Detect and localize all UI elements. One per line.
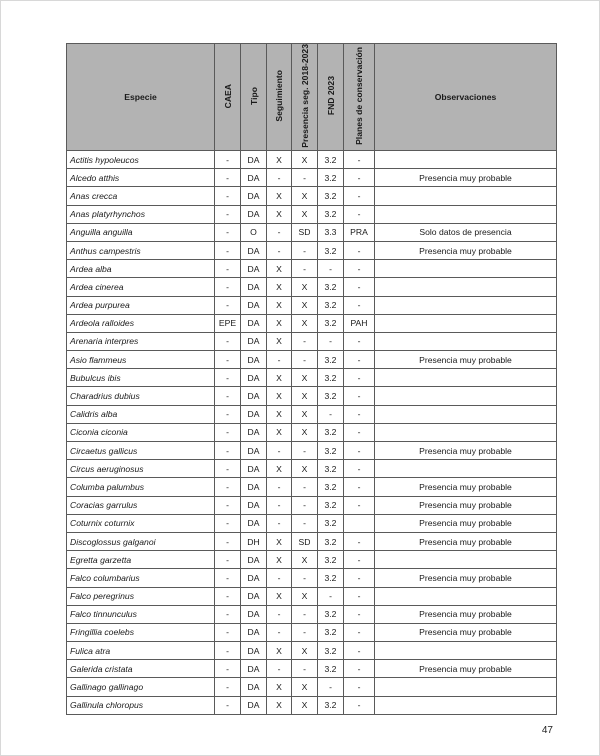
cell-observaciones: Presencia muy probable — [375, 478, 557, 496]
header-planes — [344, 44, 375, 151]
table-row — [67, 369, 557, 387]
cell-tipo: DA — [241, 496, 267, 514]
cell-observaciones — [375, 405, 557, 423]
cell-planes: - — [344, 296, 375, 314]
cell-tipo: DA — [241, 696, 267, 714]
cell-planes: - — [344, 260, 375, 278]
cell-fnd: 3.2 — [318, 423, 344, 441]
cell-caea: - — [215, 696, 241, 714]
cell-fnd: 3.2 — [318, 169, 344, 187]
table-row — [67, 405, 557, 423]
cell-presencia: - — [292, 351, 318, 369]
cell-fnd: 3.2 — [318, 551, 344, 569]
header-caea-label: CAEA — [222, 83, 233, 109]
table-row — [67, 678, 557, 696]
cell-seguimiento: X — [267, 332, 292, 350]
cell-fnd: 3.2 — [318, 314, 344, 332]
cell-seguimiento: X — [267, 296, 292, 314]
cell-especie: Circaetus gallicus — [67, 442, 215, 460]
cell-caea: - — [215, 332, 241, 350]
cell-tipo: DA — [241, 478, 267, 496]
table-row — [67, 387, 557, 405]
cell-caea: - — [215, 623, 241, 641]
cell-caea: - — [215, 241, 241, 259]
cell-seguimiento: X — [267, 205, 292, 223]
cell-especie: Falco peregrinus — [67, 587, 215, 605]
cell-seguimiento: - — [267, 241, 292, 259]
cell-observaciones: Presencia muy probable — [375, 241, 557, 259]
cell-planes: - — [344, 187, 375, 205]
cell-fnd: 3.2 — [318, 442, 344, 460]
page-number: 47 — [541, 725, 553, 736]
cell-especie: Ardea purpurea — [67, 296, 215, 314]
cell-planes: - — [344, 660, 375, 678]
table-row — [67, 423, 557, 441]
cell-seguimiento: - — [267, 514, 292, 532]
header-observaciones: Observaciones — [375, 44, 557, 151]
table-row — [67, 223, 557, 241]
table-row — [67, 205, 557, 223]
cell-caea: - — [215, 460, 241, 478]
header-presencia-label: Presencia seg. 2018-2023 — [299, 44, 310, 148]
cell-seguimiento: X — [267, 587, 292, 605]
cell-tipo: DH — [241, 532, 267, 550]
cell-fnd: 3.2 — [318, 387, 344, 405]
cell-especie: Ardeola ralloides — [67, 314, 215, 332]
cell-observaciones: Presencia muy probable — [375, 569, 557, 587]
cell-especie: Actitis hypoleucos — [67, 151, 215, 169]
cell-fnd: 3.2 — [318, 532, 344, 550]
cell-tipo: DA — [241, 460, 267, 478]
cell-seguimiento: X — [267, 369, 292, 387]
cell-observaciones: Presencia muy probable — [375, 514, 557, 532]
cell-presencia: - — [292, 496, 318, 514]
table-row — [67, 478, 557, 496]
cell-caea: - — [215, 551, 241, 569]
cell-observaciones: Presencia muy probable — [375, 442, 557, 460]
cell-tipo: DA — [241, 551, 267, 569]
cell-planes: - — [344, 696, 375, 714]
cell-especie: Calidris alba — [67, 405, 215, 423]
cell-especie: Anas crecca — [67, 187, 215, 205]
cell-fnd: 3.3 — [318, 223, 344, 241]
cell-fnd: 3.2 — [318, 605, 344, 623]
cell-planes: - — [344, 205, 375, 223]
cell-planes: - — [344, 278, 375, 296]
cell-fnd: 3.2 — [318, 241, 344, 259]
cell-planes: - — [344, 678, 375, 696]
cell-tipo: DA — [241, 314, 267, 332]
cell-especie: Fulica atra — [67, 642, 215, 660]
cell-especie: Coracias garrulus — [67, 496, 215, 514]
table-row — [67, 442, 557, 460]
table-row — [67, 460, 557, 478]
cell-tipo: DA — [241, 678, 267, 696]
cell-especie: Falco tinnunculus — [67, 605, 215, 623]
cell-planes: - — [344, 569, 375, 587]
cell-fnd: 3.2 — [318, 478, 344, 496]
table-row — [67, 569, 557, 587]
cell-seguimiento: - — [267, 496, 292, 514]
cell-seguimiento: X — [267, 314, 292, 332]
cell-fnd: 3.2 — [318, 496, 344, 514]
cell-tipo: DA — [241, 369, 267, 387]
cell-caea: - — [215, 532, 241, 550]
cell-presencia: - — [292, 260, 318, 278]
cell-caea: - — [215, 514, 241, 532]
cell-seguimiento: X — [267, 532, 292, 550]
table-body — [67, 151, 557, 715]
cell-tipo: DA — [241, 660, 267, 678]
cell-fnd: 3.2 — [318, 369, 344, 387]
cell-fnd: 3.2 — [318, 569, 344, 587]
cell-fnd: 3.2 — [318, 623, 344, 641]
cell-presencia: - — [292, 442, 318, 460]
cell-seguimiento: - — [267, 223, 292, 241]
cell-observaciones: Presencia muy probable — [375, 496, 557, 514]
cell-observaciones — [375, 296, 557, 314]
cell-especie: Galerida cristata — [67, 660, 215, 678]
header-caea — [215, 44, 241, 151]
cell-especie: Falco columbarius — [67, 569, 215, 587]
cell-observaciones — [375, 205, 557, 223]
cell-observaciones — [375, 260, 557, 278]
cell-fnd: 3.2 — [318, 278, 344, 296]
cell-presencia: X — [292, 642, 318, 660]
cell-seguimiento: X — [267, 151, 292, 169]
cell-fnd: - — [318, 332, 344, 350]
table-row — [67, 642, 557, 660]
cell-fnd: 3.2 — [318, 514, 344, 532]
cell-planes: - — [344, 587, 375, 605]
cell-observaciones: Presencia muy probable — [375, 169, 557, 187]
table-row — [67, 532, 557, 550]
cell-tipo: DA — [241, 442, 267, 460]
cell-presencia: X — [292, 187, 318, 205]
cell-observaciones — [375, 423, 557, 441]
cell-tipo: DA — [241, 241, 267, 259]
cell-planes: - — [344, 332, 375, 350]
cell-planes: - — [344, 369, 375, 387]
cell-seguimiento: - — [267, 605, 292, 623]
cell-tipo: DA — [241, 642, 267, 660]
cell-especie: Circus aeruginosus — [67, 460, 215, 478]
cell-presencia: - — [292, 332, 318, 350]
cell-observaciones: Presencia muy probable — [375, 351, 557, 369]
cell-especie: Anguilla anguilla — [67, 223, 215, 241]
cell-observaciones — [375, 460, 557, 478]
cell-observaciones — [375, 387, 557, 405]
cell-fnd: 3.2 — [318, 460, 344, 478]
cell-tipo: DA — [241, 187, 267, 205]
cell-seguimiento: X — [267, 187, 292, 205]
species-table — [66, 43, 557, 715]
cell-observaciones — [375, 369, 557, 387]
cell-planes: - — [344, 405, 375, 423]
cell-observaciones — [375, 151, 557, 169]
cell-seguimiento: - — [267, 442, 292, 460]
cell-observaciones: Presencia muy probable — [375, 532, 557, 550]
cell-seguimiento: X — [267, 387, 292, 405]
table-row — [67, 314, 557, 332]
cell-presencia: X — [292, 387, 318, 405]
header-fnd-label: FND 2023 — [325, 76, 336, 116]
cell-presencia: X — [292, 696, 318, 714]
cell-presencia: X — [292, 551, 318, 569]
cell-seguimiento: X — [267, 642, 292, 660]
cell-observaciones — [375, 187, 557, 205]
cell-planes: - — [344, 387, 375, 405]
cell-presencia: SD — [292, 532, 318, 550]
cell-observaciones — [375, 551, 557, 569]
cell-seguimiento: - — [267, 351, 292, 369]
cell-observaciones — [375, 278, 557, 296]
cell-presencia: SD — [292, 223, 318, 241]
table-row — [67, 260, 557, 278]
table-row — [67, 551, 557, 569]
header-seguimiento — [267, 44, 292, 151]
cell-seguimiento: - — [267, 660, 292, 678]
cell-fnd: - — [318, 405, 344, 423]
table-row — [67, 241, 557, 259]
cell-presencia: - — [292, 478, 318, 496]
cell-tipo: DA — [241, 587, 267, 605]
cell-tipo: DA — [241, 151, 267, 169]
table-row — [67, 187, 557, 205]
cell-caea: - — [215, 587, 241, 605]
cell-caea: - — [215, 660, 241, 678]
header-tipo — [241, 44, 267, 151]
cell-caea: - — [215, 169, 241, 187]
cell-tipo: DA — [241, 569, 267, 587]
cell-planes: - — [344, 442, 375, 460]
header-row — [67, 44, 557, 151]
cell-caea: - — [215, 405, 241, 423]
cell-especie: Asio flammeus — [67, 351, 215, 369]
cell-caea: - — [215, 496, 241, 514]
cell-caea: - — [215, 423, 241, 441]
cell-tipo: DA — [241, 296, 267, 314]
cell-presencia: X — [292, 314, 318, 332]
cell-planes: PAH — [344, 314, 375, 332]
cell-presencia: - — [292, 169, 318, 187]
cell-fnd: 3.2 — [318, 296, 344, 314]
cell-especie: Columba palumbus — [67, 478, 215, 496]
cell-observaciones — [375, 332, 557, 350]
cell-fnd: 3.2 — [318, 696, 344, 714]
header-presencia — [292, 44, 318, 151]
cell-planes: - — [344, 169, 375, 187]
cell-tipo: DA — [241, 278, 267, 296]
table-row — [67, 332, 557, 350]
cell-seguimiento: X — [267, 260, 292, 278]
table-row — [67, 351, 557, 369]
cell-fnd: 3.2 — [318, 205, 344, 223]
cell-tipo: DA — [241, 332, 267, 350]
cell-especie: Gallinula chloropus — [67, 696, 215, 714]
cell-seguimiento: X — [267, 551, 292, 569]
cell-observaciones — [375, 642, 557, 660]
cell-planes: - — [344, 241, 375, 259]
cell-tipo: DA — [241, 605, 267, 623]
cell-caea: - — [215, 369, 241, 387]
cell-caea: - — [215, 678, 241, 696]
cell-presencia: X — [292, 678, 318, 696]
cell-especie: Gallinago gallinago — [67, 678, 215, 696]
cell-presencia: - — [292, 241, 318, 259]
cell-especie: Ardea cinerea — [67, 278, 215, 296]
header-fnd — [318, 44, 344, 151]
cell-presencia: - — [292, 605, 318, 623]
cell-especie: Coturnix coturnix — [67, 514, 215, 532]
cell-observaciones: Presencia muy probable — [375, 660, 557, 678]
cell-seguimiento: X — [267, 460, 292, 478]
cell-caea: - — [215, 296, 241, 314]
cell-seguimiento: X — [267, 278, 292, 296]
cell-planes: - — [344, 551, 375, 569]
cell-especie: Anthus campestris — [67, 241, 215, 259]
header-planes-label: Planes de conservación — [354, 47, 364, 145]
header-tipo-label: Tipo — [248, 87, 259, 105]
cell-presencia: X — [292, 278, 318, 296]
cell-fnd: 3.2 — [318, 151, 344, 169]
table-row — [67, 696, 557, 714]
cell-observaciones: Solo datos de presencia — [375, 223, 557, 241]
cell-caea: EPE — [215, 314, 241, 332]
cell-observaciones: Presencia muy probable — [375, 623, 557, 641]
cell-planes: - — [344, 478, 375, 496]
cell-planes: - — [344, 151, 375, 169]
table-row — [67, 623, 557, 641]
cell-caea: - — [215, 387, 241, 405]
cell-tipo: O — [241, 223, 267, 241]
table-row — [67, 587, 557, 605]
cell-caea: - — [215, 478, 241, 496]
table-row — [67, 151, 557, 169]
cell-caea: - — [215, 642, 241, 660]
cell-caea: - — [215, 187, 241, 205]
cell-presencia: - — [292, 514, 318, 532]
table-header — [67, 44, 557, 151]
cell-presencia: - — [292, 569, 318, 587]
cell-seguimiento: - — [267, 569, 292, 587]
cell-presencia: X — [292, 405, 318, 423]
cell-fnd: 3.2 — [318, 642, 344, 660]
cell-seguimiento: X — [267, 678, 292, 696]
cell-seguimiento: X — [267, 696, 292, 714]
cell-fnd: 3.2 — [318, 351, 344, 369]
cell-seguimiento: - — [267, 478, 292, 496]
cell-seguimiento: - — [267, 623, 292, 641]
cell-tipo: DA — [241, 405, 267, 423]
cell-planes: - — [344, 496, 375, 514]
table-row — [67, 296, 557, 314]
cell-especie: Ardea alba — [67, 260, 215, 278]
cell-caea: - — [215, 205, 241, 223]
cell-observaciones — [375, 314, 557, 332]
cell-tipo: DA — [241, 205, 267, 223]
cell-planes: PRA — [344, 223, 375, 241]
cell-planes: - — [344, 351, 375, 369]
cell-tipo: DA — [241, 387, 267, 405]
cell-especie: Bubulcus ibis — [67, 369, 215, 387]
cell-planes: - — [344, 423, 375, 441]
cell-especie: Ciconia ciconia — [67, 423, 215, 441]
table-row — [67, 660, 557, 678]
cell-fnd: - — [318, 587, 344, 605]
cell-presencia: X — [292, 423, 318, 441]
cell-tipo: DA — [241, 169, 267, 187]
cell-especie: Charadrius dubius — [67, 387, 215, 405]
cell-presencia: X — [292, 296, 318, 314]
cell-tipo: DA — [241, 623, 267, 641]
cell-presencia: - — [292, 623, 318, 641]
cell-especie: Alcedo atthis — [67, 169, 215, 187]
cell-observaciones — [375, 696, 557, 714]
cell-tipo: DA — [241, 423, 267, 441]
cell-especie: Anas platyrhynchos — [67, 205, 215, 223]
cell-especie: Egretta garzetta — [67, 551, 215, 569]
cell-planes: - — [344, 623, 375, 641]
cell-presencia: X — [292, 205, 318, 223]
cell-fnd: - — [318, 678, 344, 696]
cell-seguimiento: X — [267, 423, 292, 441]
cell-caea: - — [215, 278, 241, 296]
cell-fnd: 3.2 — [318, 187, 344, 205]
cell-presencia: X — [292, 587, 318, 605]
header-especie: Especie — [67, 44, 215, 151]
cell-especie: Arenaria interpres — [67, 332, 215, 350]
cell-caea: - — [215, 442, 241, 460]
cell-especie: Discoglossus galganoi — [67, 532, 215, 550]
table-row — [67, 278, 557, 296]
cell-especie: Fringillia coelebs — [67, 623, 215, 641]
cell-presencia: - — [292, 660, 318, 678]
cell-presencia: X — [292, 151, 318, 169]
table-row — [67, 605, 557, 623]
cell-caea: - — [215, 351, 241, 369]
cell-caea: - — [215, 260, 241, 278]
header-seguimiento-label: Seguimiento — [274, 70, 284, 122]
cell-caea: - — [215, 151, 241, 169]
cell-caea: - — [215, 569, 241, 587]
cell-observaciones — [375, 678, 557, 696]
cell-planes — [344, 514, 375, 532]
cell-seguimiento: - — [267, 169, 292, 187]
cell-caea: - — [215, 605, 241, 623]
cell-presencia: X — [292, 460, 318, 478]
table-row — [67, 169, 557, 187]
cell-fnd: - — [318, 260, 344, 278]
cell-planes: - — [344, 605, 375, 623]
cell-tipo: DA — [241, 260, 267, 278]
table-row — [67, 514, 557, 532]
cell-tipo: DA — [241, 514, 267, 532]
cell-planes: - — [344, 460, 375, 478]
cell-caea: - — [215, 223, 241, 241]
cell-planes: - — [344, 532, 375, 550]
cell-seguimiento: X — [267, 405, 292, 423]
cell-planes: - — [344, 642, 375, 660]
table-row — [67, 496, 557, 514]
cell-observaciones — [375, 587, 557, 605]
cell-fnd: 3.2 — [318, 660, 344, 678]
cell-observaciones: Presencia muy probable — [375, 605, 557, 623]
cell-presencia: X — [292, 369, 318, 387]
cell-tipo: DA — [241, 351, 267, 369]
